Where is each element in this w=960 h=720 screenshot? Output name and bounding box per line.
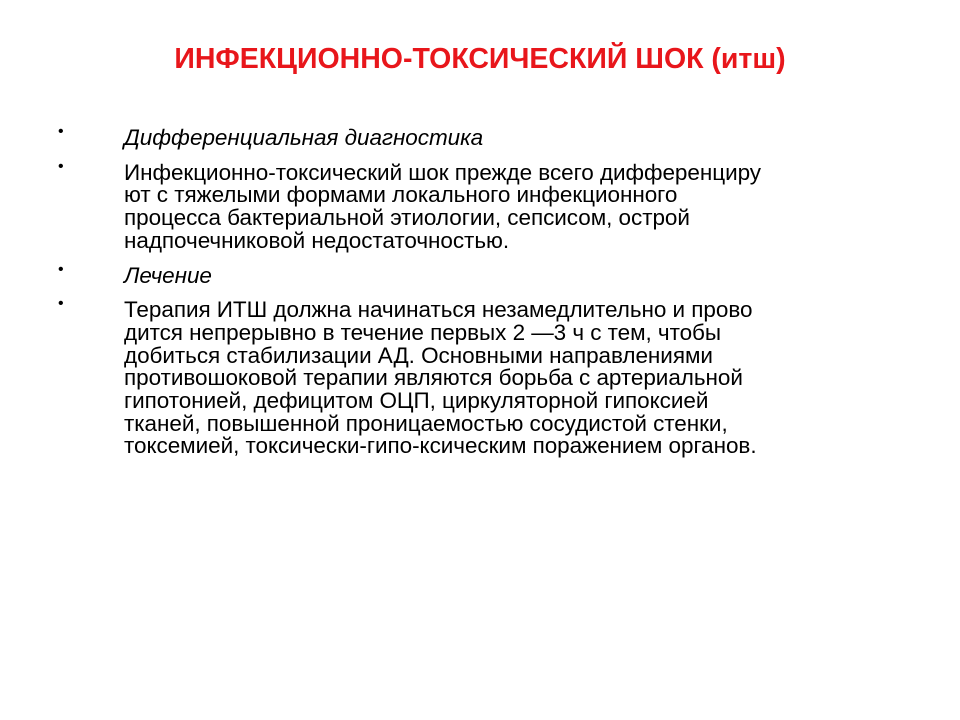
bullet-line: Инфекционно-токсический шок прежде всего дифференциру — [124, 159, 761, 185]
bullet-line: гипотонией, дефицитом ОЦП, циркуляторной гипоксией — [124, 388, 709, 414]
bullet-line: Дифференциальная диагностика — [124, 125, 484, 150]
slide-title: ИНФЕКЦИОННО-ТОКСИЧЕСКИЙ ШОК (итш) — [174, 43, 786, 75]
bullet-item-differential-diagnosis — [58, 123, 898, 150]
bullet-text — [124, 127, 898, 150]
bullet-marker: • — [58, 157, 64, 175]
bullet-text — [124, 299, 898, 458]
bullet-line: токсемией, токсически-гипо-ксическим поражением органов. — [124, 433, 757, 459]
bullet-line: дится непрерывно в течение первых 2 —3 ч с тем, чтобы — [124, 319, 722, 345]
bullet-marker: • — [58, 123, 64, 140]
bullet-line: Лечение — [124, 262, 212, 288]
bullet-item-treatment-text — [58, 295, 898, 459]
bullet-item-differential-text — [58, 157, 898, 253]
bullet-list — [58, 123, 898, 470]
bullet-line: добиться стабилизации АД. Основными направлениями — [124, 342, 713, 368]
bullet-marker: • — [58, 260, 64, 278]
bullet-text — [124, 159, 898, 253]
bullet-item-treatment — [58, 260, 898, 288]
bullet-line: противошоковой терапии являются борьба с артериальной — [124, 365, 743, 391]
bullet-line: Терапия ИТШ должна начинаться незамедлительно и прово — [124, 297, 753, 323]
bullet-line: тканей, повышенной проницаемостью сосудистой стенки, — [124, 410, 728, 436]
bullet-line: надпочечниковой недостаточностью. — [124, 227, 510, 253]
bullet-line: процесса бактериальной этиологии, сепсисом, острой — [124, 205, 690, 231]
bullet-text — [124, 262, 898, 288]
bullet-line: ют с тяжелыми формами локального инфекционного — [124, 182, 678, 208]
bullet-marker: • — [58, 295, 64, 313]
